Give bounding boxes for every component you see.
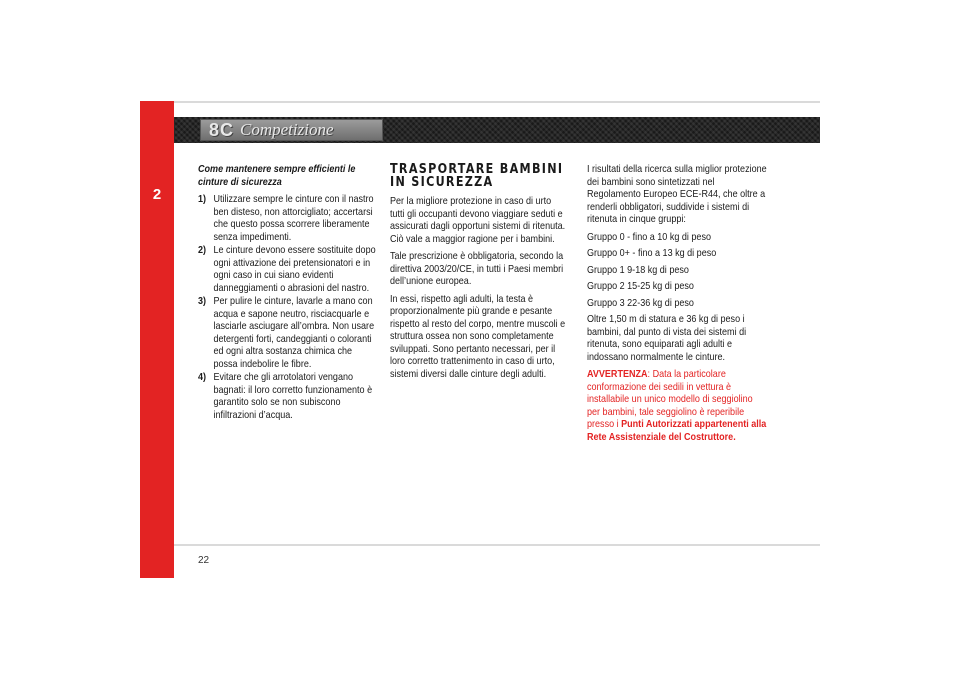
group-item: Gruppo 0 - fino a 10 kg di peso (587, 230, 712, 243)
seatbelt-care-heading: Come mantenere sempre efficienti le cinture di sicurezza (198, 163, 356, 188)
column-child-safety (390, 163, 566, 385)
group-item: Gruppo 0+ - fino a 13 kg di peso (587, 247, 717, 259)
brand-logo (200, 119, 383, 141)
list-item-number: 3) (198, 295, 207, 307)
column-seatbelt-care (198, 163, 379, 422)
list-item-text: Utilizzare sempre le cinture con il nastro ben disteso, non attorcigliato; accertarsi che questo possa scorrere liberamente senza impedimenti. (213, 193, 374, 243)
list-item-number: 4) (198, 371, 207, 383)
paragraph: Per la migliore protezione in caso di urto tutti gli occupanti devono viaggiare seduti e assicurati dagli opportuni sistemi di ritenuta. Ciò vale a maggior ragione per i bambini. (390, 195, 566, 245)
chapter-tab (140, 101, 174, 578)
warning-emphasis: Punti Autorizzati appartenenti alla Rete Assistenziale del Costruttore. (587, 418, 767, 443)
logo-prefix: 8C (209, 119, 235, 140)
group-item: Gruppo 2 15-25 kg di peso (587, 280, 694, 292)
warning-note (587, 368, 768, 443)
column-restraint-groups (587, 163, 768, 448)
group-item: Gruppo 3 22-36 kg di peso (587, 296, 694, 309)
warning-label: AVVERTENZA (587, 368, 648, 380)
bottom-rule (174, 544, 820, 546)
warning-text: : Data la particolare conformazione dei sedili in vettura è installabile un unico modello di seggiolino per bambini, tale seggiolino è reperibile presso i (587, 368, 753, 430)
chapter-number: 2 (152, 186, 162, 203)
list-item-number: 1) (198, 193, 207, 205)
group-item: Gruppo 1 9-18 kg di peso (587, 263, 689, 276)
logo-script: Competizione (240, 120, 334, 139)
paragraph: Oltre 1,50 m di statura e 36 kg di peso i bambini, dal punto di vista dei sistemi di ritenuta, sono equiparati agli adulti e indossano normalmente le cinture. (587, 313, 747, 363)
page-number: 22 (198, 555, 210, 566)
restraint-group-list (587, 231, 768, 310)
section-title: TRASPORTARE BAMBINI IN SICUREZZA (390, 162, 564, 190)
paragraph: I risultati della ricerca sulla miglior protezione dei bambini sono sintetizzati nel Regolamento Europeo ECE-R44, che oltre a renderli obbligatori, suddivide i sistemi di ritenuta in cinque gruppi: (587, 163, 767, 225)
list-item (198, 193, 379, 243)
list-item-text: Le cinture devono essere sostituite dopo ogni attivazione dei pretensionatori e in ogni caso in cui siano evidenti danneggiamenti o abrasioni del nastro. (213, 244, 376, 294)
paragraph: In essi, rispetto agli adulti, la testa è proporzionalmente più grande e pesante rispetto al resto del corpo, mentre muscoli e struttura ossea non sono completamente sviluppati. Sono pertanto necessari, per il loro corretto trattenimento in caso di urto, sistemi diversi dalle cinture degli adulti. (390, 292, 566, 380)
paragraph: Tale prescrizione è obbligatoria, secondo la direttiva 2003/20/CE, in tutti i Paesi membri dell’unione europea. (390, 250, 564, 287)
seatbelt-care-list (198, 193, 379, 421)
list-item-text: Evitare che gli arrotolatori vengano bagnati: il loro corretto funzionamento è garantito solo se non subiscono infiltrazioni d’acqua. (213, 371, 373, 421)
list-item (198, 371, 379, 421)
list-item (198, 295, 379, 370)
list-item-text: Per pulire le cinture, lavarle a mano con acqua e sapone neutro, risciacquarle e lasciarle asciugare all’ombra. Non usare detergenti forti, candeggianti o coloranti ed ogni altra sostanza chimica che possa indebolire le fibre. (213, 295, 375, 370)
top-rule (174, 101, 820, 103)
list-item-number: 2) (198, 244, 207, 256)
list-item (198, 244, 379, 294)
